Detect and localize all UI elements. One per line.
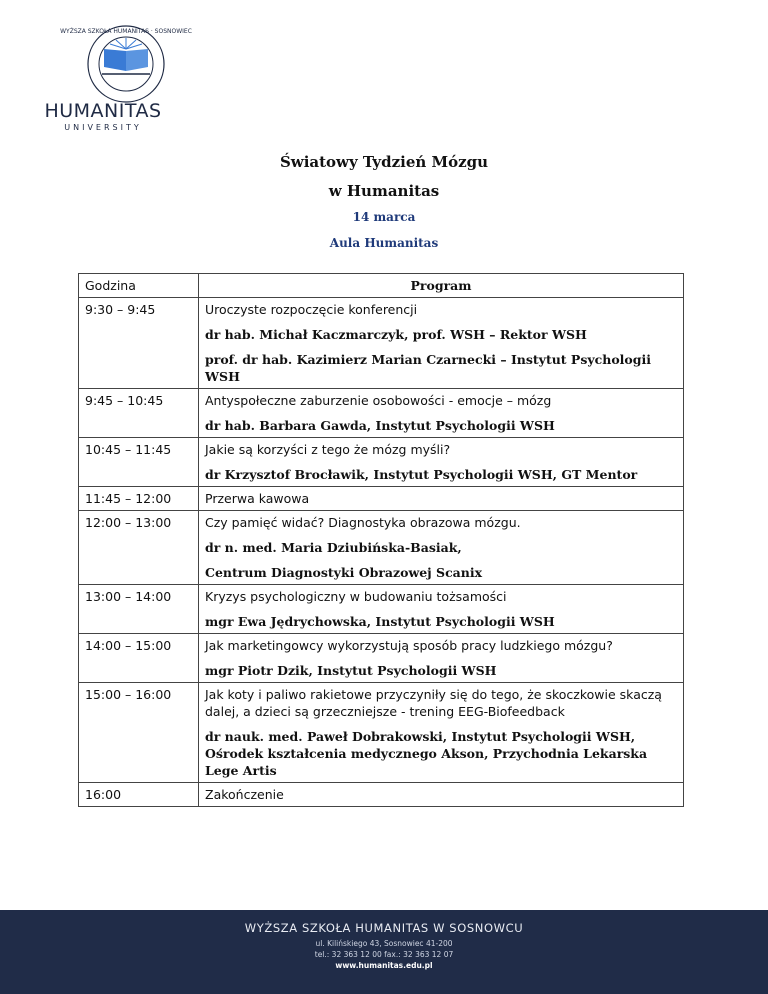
session-topic: Przerwa kawowa: [205, 491, 310, 506]
session-program: [199, 389, 684, 438]
speaker-line: dr nauk. med. Paweł Dobrakowski, Instytut Psychologii WSH, Ośrodek kształcenia medycznego Akson, Przychodnia Lekarska Lege Artis: [205, 729, 648, 778]
table-row: [79, 487, 684, 511]
program-table: [78, 273, 684, 807]
event-date: 14 marca: [352, 210, 416, 224]
session-topic: Kryzys psychologiczny w budowaniu tożsamości: [205, 589, 507, 604]
table-row: [79, 298, 684, 389]
table-row: [79, 438, 684, 487]
session-time: 10:45 – 11:45: [79, 438, 199, 487]
session-time: 16:00: [79, 783, 199, 807]
university-seal-icon: [60, 24, 192, 104]
footer-website-link[interactable]: www.humanitas.edu.pl: [335, 961, 433, 970]
speaker-line: dr n. med. Maria Dziubińska-Basiak,: [205, 540, 462, 555]
session-program: [199, 783, 684, 807]
session-topic: Czy pamięć widać? Diagnostyka obrazowa mózgu.: [205, 515, 521, 530]
table-row: [79, 783, 684, 807]
footer-banner: [0, 910, 768, 994]
session-program: [199, 438, 684, 487]
column-header-program: Program: [199, 274, 684, 298]
speaker-line: dr hab. Barbara Gawda, Instytut Psychologii WSH: [205, 418, 555, 433]
session-time: 14:00 – 15:00: [79, 634, 199, 683]
speaker-line: dr Krzysztof Brocławik, Instytut Psychologii WSH, GT Mentor: [205, 467, 638, 482]
table-header-row: [79, 274, 684, 298]
logo-subtitle: UNIVERSITY: [64, 123, 142, 132]
session-topic: Jak marketingowcy wykorzystują sposób pracy ludzkiego mózgu?: [205, 638, 613, 653]
footer-title: WYŻSZA SZKOŁA HUMANITAS W SOSNOWCU: [244, 921, 524, 935]
session-program: [199, 683, 684, 783]
session-program: [199, 298, 684, 389]
session-program: [199, 585, 684, 634]
session-time: 11:45 – 12:00: [79, 487, 199, 511]
footer-phone: tel.: 32 363 12 00 fax.: 32 363 12 07: [314, 950, 454, 959]
event-venue: Aula Humanitas: [329, 236, 439, 250]
speaker-line: Centrum Diagnostyki Obrazowej Scanix: [205, 565, 483, 580]
seal-ring-text: WYŻSZA SZKOŁA HUMANITAS · SOSNOWIEC: [60, 28, 192, 35]
session-program: [199, 634, 684, 683]
session-time: 9:45 – 10:45: [79, 389, 199, 438]
table-row: [79, 683, 684, 783]
session-time: 15:00 – 16:00: [79, 683, 199, 783]
session-time: 13:00 – 14:00: [79, 585, 199, 634]
session-topic: Zakończenie: [205, 787, 284, 802]
session-topic: Uroczyste rozpoczęcie konferencji: [205, 302, 418, 317]
column-header-time: Godzina: [79, 274, 199, 298]
session-program: [199, 487, 684, 511]
session-time: 12:00 – 13:00: [79, 511, 199, 585]
logo-name: HUMANITAS: [44, 100, 162, 122]
humanitas-logo: [30, 24, 192, 134]
table-row: [79, 634, 684, 683]
table-row: [79, 511, 684, 585]
table-row: [79, 389, 684, 438]
table-row: [79, 585, 684, 634]
event-title: Światowy Tydzień Mózgu: [279, 153, 489, 171]
session-program: [199, 511, 684, 585]
session-topic: Jak koty i paliwo rakietowe przyczyniły się do tego, że skoczkowie skaczą dalej, a dzieci są grzeczniejsze - trening EEG-Biofeedback: [205, 687, 662, 719]
session-topic: Antyspołeczne zaburzenie osobowości - emocje – mózg: [205, 393, 552, 408]
speaker-line: dr hab. Michał Kaczmarczyk, prof. WSH – Rektor WSH: [205, 327, 587, 342]
speaker-line: mgr Piotr Dzik, Instytut Psychologii WSH: [205, 663, 497, 678]
event-subtitle: w Humanitas: [328, 182, 440, 200]
speaker-line: mgr Ewa Jędrychowska, Instytut Psychologii WSH: [205, 614, 555, 629]
speaker-line: prof. dr hab. Kazimierz Marian Czarnecki – Instytut Psychologii WSH: [205, 352, 651, 384]
session-topic: Jakie są korzyści z tego że mózg myśli?: [205, 442, 451, 457]
session-time: 9:30 – 9:45: [79, 298, 199, 389]
footer-address: ul. Kilińskiego 43, Sosnowiec 41-200: [315, 939, 453, 948]
